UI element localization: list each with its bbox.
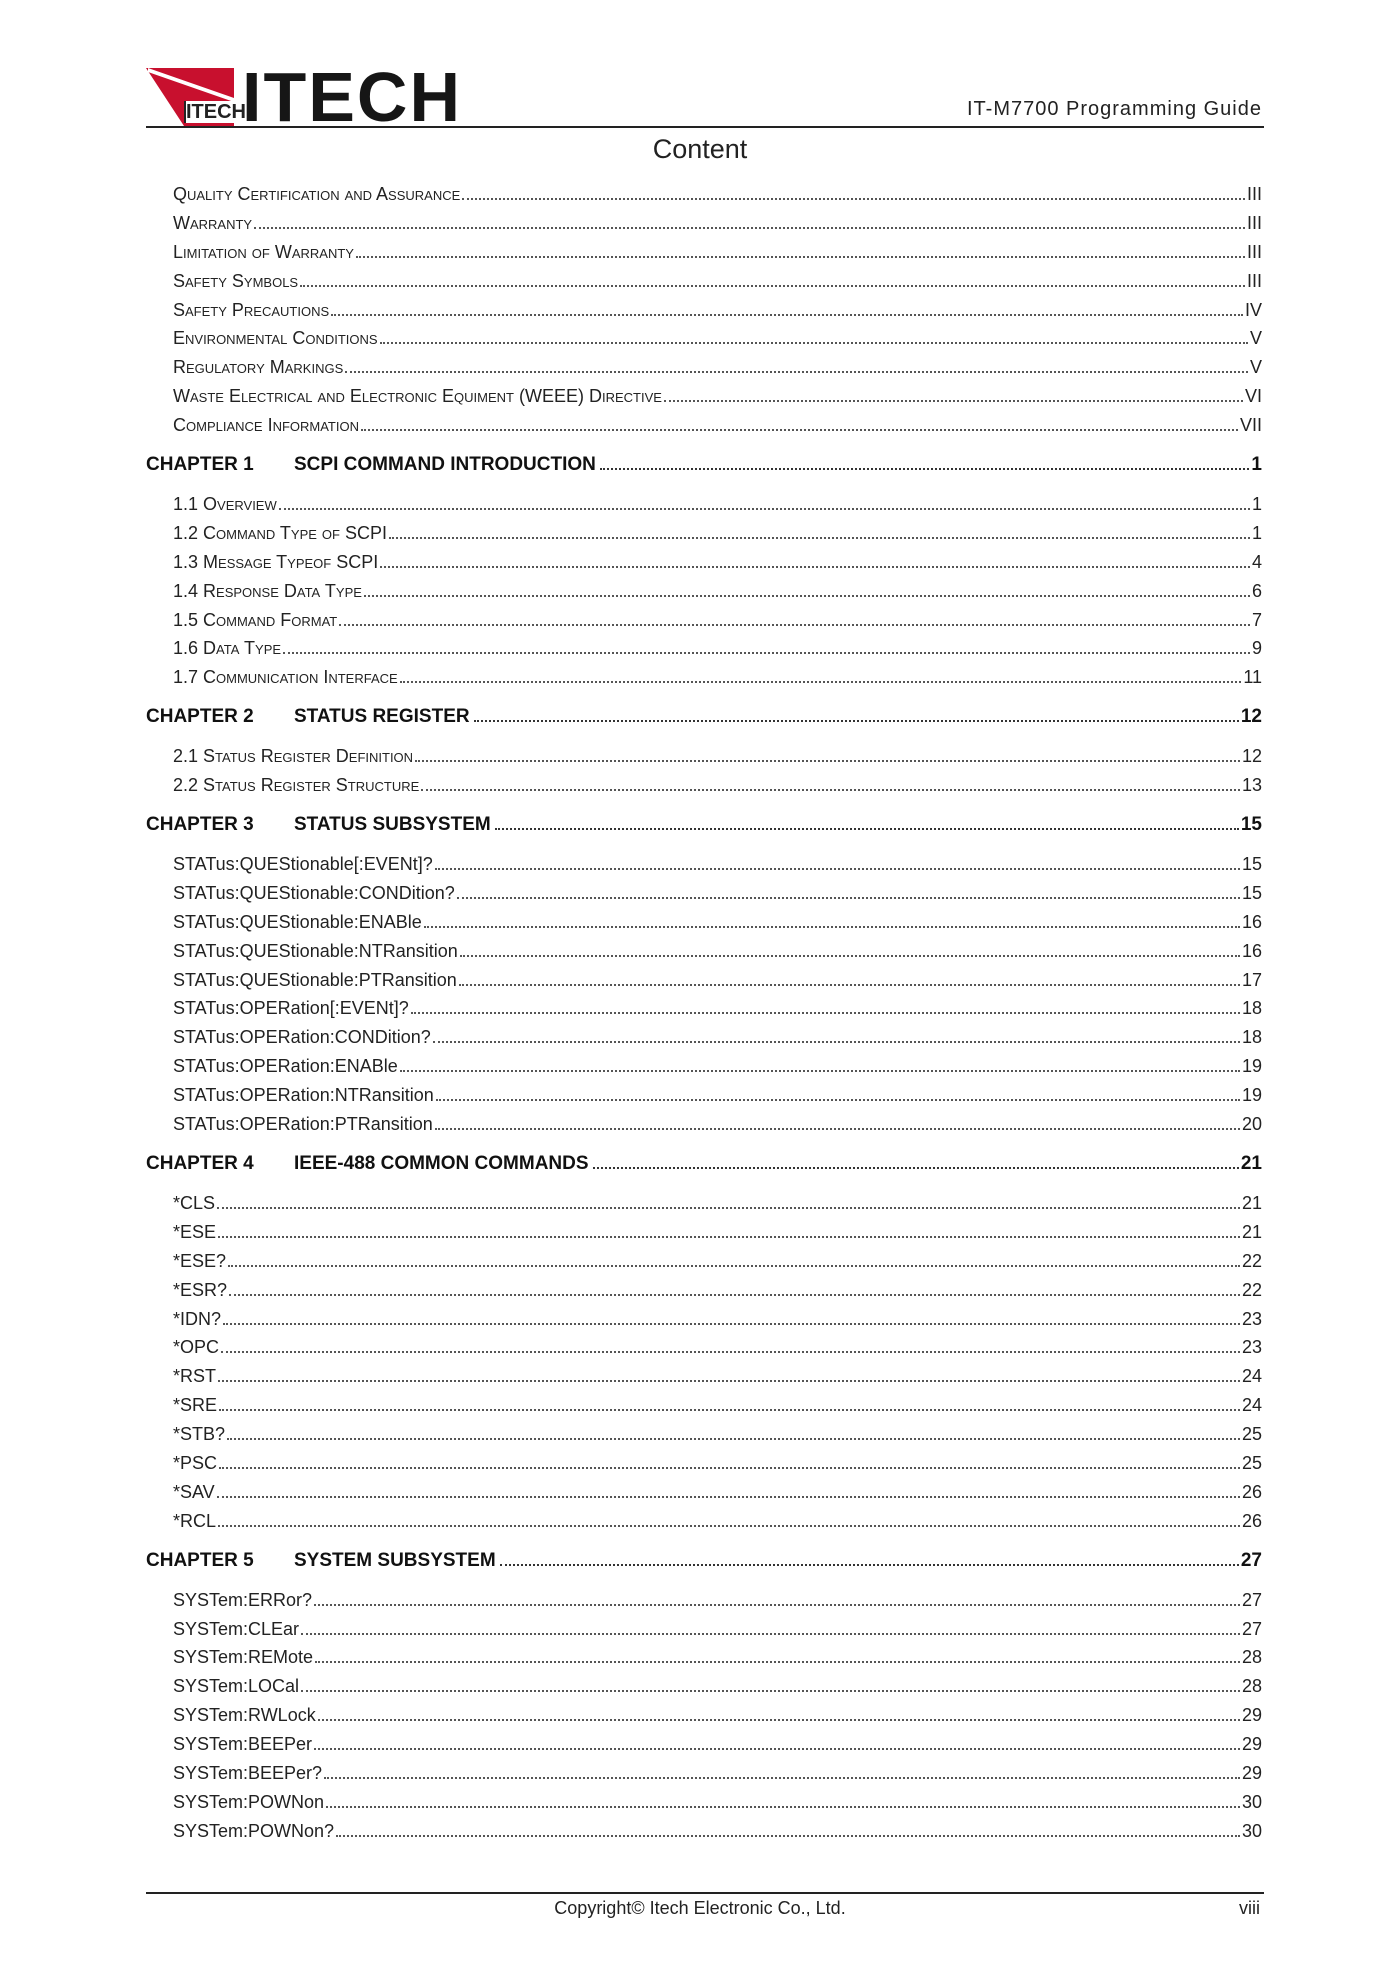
toc-entry-title: 1.2 Command Type of SCPI (173, 522, 387, 543)
dot-leader (229, 1294, 1240, 1296)
toc-entry[interactable] (146, 267, 1262, 296)
toc-entry-page: VI (1244, 386, 1262, 407)
dot-leader (217, 1496, 1240, 1498)
toc-entry-title: *ESE? (173, 1250, 227, 1271)
chapter-title: STATUS SUBSYSTEM (294, 814, 491, 836)
toc-entry-page: 18 (1241, 1027, 1262, 1048)
toc-entry-page: 25 (1241, 1452, 1262, 1473)
toc-entry-page: 28 (1241, 1647, 1262, 1668)
toc-entry[interactable] (146, 577, 1262, 606)
toc-entry-title: SYSTem:RWLock (173, 1705, 316, 1726)
toc-entry[interactable] (146, 1701, 1262, 1730)
toc-entry[interactable] (146, 1391, 1262, 1420)
toc-entry-title: 1.7 Communication Interface (173, 667, 398, 688)
toc-entry-title: *SAV (173, 1481, 215, 1502)
dot-leader (457, 897, 1240, 899)
dot-leader (219, 1409, 1240, 1411)
dot-leader (218, 1236, 1240, 1238)
toc-entry-page: 27 (1241, 1589, 1262, 1610)
dot-leader (415, 760, 1240, 762)
chapter-num: CHAPTER 3 (146, 814, 254, 836)
toc-entry-title: *STB? (173, 1424, 226, 1445)
chapter-entries (146, 742, 1262, 800)
chapter-title: IEEE-488 COMMON COMMANDS (294, 1152, 589, 1174)
toc-entry-page: 19 (1241, 1056, 1262, 1077)
toc-entry-page: 1 (1251, 494, 1262, 515)
toc-entry-page: 26 (1241, 1510, 1262, 1531)
toc-entry-page: 19 (1241, 1085, 1262, 1106)
chapter-num: CHAPTER 5 (146, 1549, 254, 1571)
chapter-entries (146, 1586, 1262, 1846)
toc-entry-title: SYSTem:POWNon (173, 1791, 325, 1812)
toc-entry-page: 21 (1241, 1221, 1262, 1242)
dot-leader (345, 371, 1248, 373)
toc-entry-title: STATus:QUEStionable:PTRansition (173, 969, 457, 990)
toc-entry[interactable] (146, 1586, 1262, 1615)
toc-entry[interactable] (146, 1817, 1262, 1846)
toc-entry-page: 16 (1241, 940, 1262, 961)
toc-entry-page: 24 (1241, 1366, 1262, 1387)
toc-entry[interactable] (146, 1218, 1262, 1247)
toc-entry[interactable] (146, 1247, 1262, 1276)
toc-entry-page: 6 (1251, 580, 1262, 601)
toc-entry-title: STATus:OPERation:PTRansition (173, 1114, 433, 1135)
dot-leader (459, 984, 1240, 986)
logo-wordmark: ITECH (242, 58, 462, 136)
toc-entry-page: VII (1239, 415, 1262, 436)
toc-entry-title: *RCL (173, 1510, 217, 1531)
toc-entry-title: STATus:OPERation:CONDition? (173, 1027, 431, 1048)
dot-leader (400, 681, 1242, 683)
toc-entry-title: STATus:QUEStionable[:EVENt]? (173, 854, 433, 875)
dot-leader (217, 1207, 1240, 1209)
toc-entry[interactable] (146, 606, 1262, 635)
chapter-entries (146, 850, 1262, 1139)
toc-entry-title: 1.5 Command Format (173, 609, 338, 630)
toc-entry-title: 1.3 Message Typeof SCPI (173, 551, 379, 572)
dot-leader (279, 508, 1250, 510)
chapter-num: CHAPTER 1 (146, 454, 254, 476)
dot-leader (315, 1661, 1240, 1663)
toc-entry-title: SYSTem:LOCal (173, 1676, 300, 1697)
dot-leader (301, 1690, 1240, 1692)
dot-leader (462, 198, 1245, 200)
dot-leader (314, 1604, 1240, 1606)
toc-entry[interactable] (146, 1730, 1262, 1759)
toc-entry-page: 29 (1241, 1762, 1262, 1783)
toc-entry-title: 1.6 Data Type (173, 638, 282, 659)
itech-logo (146, 58, 462, 136)
toc-entry-page: 26 (1241, 1481, 1262, 1502)
logo-badge-text: ITECH (186, 101, 246, 123)
toc-entry-page: IV (1244, 299, 1262, 320)
toc-entry[interactable] (146, 771, 1262, 800)
dot-leader (324, 1777, 1240, 1779)
chapter-heading[interactable] (146, 450, 1262, 480)
dot-leader (600, 468, 1250, 470)
dot-leader (218, 1380, 1240, 1382)
dot-leader (227, 1438, 1240, 1440)
page-number: viii (1239, 1898, 1260, 1918)
toc-entry-page: 9 (1251, 638, 1262, 659)
toc-entry[interactable] (146, 1023, 1262, 1052)
toc-entry-title: SYSTem:CLEar (173, 1618, 300, 1639)
copyright-notice: Copyright© Itech Electronic Co., Ltd. (554, 1898, 846, 1918)
toc-entry-page: 18 (1241, 998, 1262, 1019)
toc-entry-title: SYSTem:POWNon? (173, 1820, 335, 1841)
chapter-page: 15 (1240, 814, 1262, 836)
toc-entry-title: *CLS (173, 1192, 216, 1213)
chapter-heading[interactable] (146, 702, 1262, 732)
toc-entry-title: Safety Symbols (173, 270, 299, 291)
toc-entry-page: 12 (1241, 746, 1262, 767)
toc-entry-page: 13 (1241, 775, 1262, 796)
toc-entry-page: 15 (1241, 854, 1262, 875)
toc-entry-title: SYSTem:BEEPer (173, 1734, 313, 1755)
toc-entry-page: 27 (1241, 1618, 1262, 1639)
toc-entry-page: 28 (1241, 1676, 1262, 1697)
dot-leader (400, 1070, 1240, 1072)
toc-entry[interactable] (146, 1615, 1262, 1644)
toc-entry[interactable] (146, 1507, 1262, 1536)
toc-entry-page: 25 (1241, 1424, 1262, 1445)
toc-entry-page: 17 (1241, 969, 1262, 990)
toc-entry-title: 1.1 Overview (173, 494, 277, 515)
toc-entry[interactable] (146, 519, 1262, 548)
toc-entry-page: 15 (1241, 882, 1262, 903)
toc-entry-title: Warranty (173, 212, 253, 233)
chapter-title: SYSTEM SUBSYSTEM (294, 1549, 496, 1571)
page-title: Content (652, 134, 748, 164)
toc-entry-page: 29 (1241, 1705, 1262, 1726)
dot-leader (339, 624, 1250, 626)
dot-leader (300, 285, 1245, 287)
dot-leader (436, 1099, 1240, 1101)
dot-leader (500, 1564, 1239, 1566)
dot-leader (301, 1633, 1240, 1635)
toc-entry-title: STATus:OPERation[:EVENt]? (173, 998, 409, 1019)
chapter-heading[interactable] (146, 1149, 1262, 1179)
toc-entry[interactable] (146, 1189, 1262, 1218)
chapter-num: CHAPTER 4 (146, 1152, 254, 1174)
table-of-contents (146, 180, 1262, 1846)
toc-entry-page: V (1249, 328, 1262, 349)
dot-leader (219, 1467, 1240, 1469)
toc-entry-page: 11 (1243, 667, 1262, 688)
toc-entry-title: *PSC (173, 1452, 218, 1473)
toc-entry[interactable] (146, 1420, 1262, 1449)
dot-leader (474, 720, 1239, 722)
toc-entry-title: Compliance Information (173, 415, 359, 436)
dot-leader (421, 789, 1240, 791)
toc-entry[interactable] (146, 1759, 1262, 1788)
toc-entry-title: STATus:OPERation:ENABle (173, 1056, 398, 1077)
dot-leader (223, 1323, 1240, 1325)
toc-entry-page: 23 (1241, 1308, 1262, 1329)
header-divider (146, 126, 1264, 128)
toc-entry[interactable] (146, 180, 1262, 209)
toc-entry-page: 20 (1241, 1114, 1262, 1135)
dot-leader (331, 314, 1243, 316)
dot-leader (228, 1265, 1240, 1267)
chapter-page: 21 (1240, 1152, 1262, 1174)
toc-entry[interactable] (146, 548, 1262, 577)
toc-entry-page: 23 (1241, 1337, 1262, 1358)
dot-leader (314, 1748, 1240, 1750)
toc-entry[interactable] (146, 324, 1262, 353)
toc-entry-title: Safety Precautions (173, 299, 330, 320)
toc-entry[interactable] (146, 209, 1262, 238)
dot-leader (435, 868, 1240, 870)
toc-entry-title: Quality Certification and Assurance (173, 184, 461, 204)
dot-leader (593, 1167, 1239, 1169)
toc-entry[interactable] (146, 353, 1262, 382)
toc-entry-title: *RST (173, 1366, 217, 1387)
dot-leader (380, 566, 1250, 568)
toc-entry-title: *IDN? (173, 1308, 222, 1329)
dot-leader (364, 595, 1250, 597)
dot-leader (664, 400, 1243, 402)
toc-entry-page: 29 (1241, 1734, 1262, 1755)
dot-leader (433, 1041, 1240, 1043)
toc-entry[interactable] (146, 296, 1262, 325)
toc-entry[interactable] (146, 1788, 1262, 1817)
dot-leader (460, 955, 1240, 957)
toc-entry-title: SYSTem:BEEPer? (173, 1762, 323, 1783)
toc-entry-title: *OPC (173, 1337, 220, 1358)
toc-entry[interactable] (146, 411, 1262, 440)
dot-leader (424, 926, 1240, 928)
dot-leader (283, 652, 1250, 654)
toc-entry[interactable] (146, 1643, 1262, 1672)
toc-entry-title: Limitation of Warranty (173, 241, 354, 262)
toc-entry[interactable] (146, 1081, 1262, 1110)
toc-entry-page: 24 (1241, 1395, 1262, 1416)
toc-entry-title: STATus:QUEStionable:NTRansition (173, 940, 458, 961)
toc-entry-title: Regulatory Markings (173, 357, 344, 378)
toc-entry-page: III (1246, 212, 1262, 233)
toc-entry-title: 2.2 Status Register Structure (173, 775, 420, 796)
toc-entry-page: 7 (1251, 609, 1262, 630)
chapter-page: 1 (1251, 454, 1262, 476)
dot-leader (435, 1128, 1240, 1130)
toc-entry[interactable] (146, 663, 1262, 692)
toc-entry-title: STATus:QUEStionable:CONDition? (173, 882, 455, 903)
toc-entry[interactable] (146, 634, 1262, 663)
toc-entry[interactable] (146, 1110, 1262, 1139)
dot-leader (361, 429, 1238, 431)
toc-entry-title: Waste Electrical and Electronic Equiment (WEEE) Directive (173, 386, 662, 407)
toc-entry-page: 30 (1241, 1820, 1262, 1841)
toc-entry-page: 22 (1241, 1279, 1262, 1300)
toc-entry[interactable] (146, 850, 1262, 879)
toc-entry[interactable] (146, 1052, 1262, 1081)
chapter-heading[interactable] (146, 1546, 1262, 1576)
toc-entry-title: *ESE (173, 1221, 217, 1242)
toc-entry[interactable] (146, 879, 1262, 908)
dot-leader (221, 1351, 1240, 1353)
toc-entry-title: Environmental Conditions (173, 328, 378, 349)
dot-leader (411, 1012, 1240, 1014)
toc-entry[interactable] (146, 994, 1262, 1023)
dot-leader (318, 1719, 1240, 1721)
toc-entry-page: 1 (1251, 522, 1262, 543)
toc-entry[interactable] (146, 908, 1262, 937)
toc-entry-page: 4 (1251, 551, 1262, 572)
dot-leader (336, 1835, 1240, 1837)
toc-entry[interactable] (146, 1478, 1262, 1507)
toc-entry-page: III (1246, 241, 1262, 262)
dot-leader (254, 227, 1245, 229)
dot-leader (326, 1806, 1240, 1808)
toc-entry-page: 21 (1241, 1192, 1262, 1213)
dot-leader (495, 828, 1239, 830)
toc-entry-title: *SRE (173, 1395, 218, 1416)
toc-entry-title: *ESR? (173, 1279, 228, 1300)
toc-entry[interactable] (146, 238, 1262, 267)
dot-leader (218, 1525, 1240, 1527)
toc-entry-page: 22 (1241, 1250, 1262, 1271)
chapter-title: STATUS REGISTER (294, 706, 470, 728)
toc-entry[interactable] (146, 1276, 1262, 1305)
toc-entry[interactable] (146, 1333, 1262, 1362)
toc-entry-title: 2.1 Status Register Definition (173, 746, 414, 767)
guide-title: IT-M7700 Programming Guide (966, 98, 1262, 120)
toc-entry-page: III (1246, 270, 1262, 291)
toc-entry[interactable] (146, 382, 1262, 411)
dot-leader (389, 537, 1250, 539)
toc-entry-page: III (1246, 184, 1262, 204)
footer-divider (146, 1892, 1264, 1894)
toc-entry[interactable] (146, 1362, 1262, 1391)
toc-entry[interactable] (146, 966, 1262, 995)
toc-entry-title: SYSTem:ERRor? (173, 1589, 313, 1610)
toc-entry[interactable] (146, 742, 1262, 771)
front-matter-list (146, 180, 1262, 440)
toc-entry-title: STATus:OPERation:NTRansition (173, 1085, 434, 1106)
toc-entry-page: 16 (1241, 911, 1262, 932)
toc-entry[interactable] (146, 490, 1262, 519)
toc-entry[interactable] (146, 1305, 1262, 1334)
dot-leader (380, 342, 1248, 344)
chapter-page: 27 (1240, 1549, 1262, 1571)
toc-entry-page: 30 (1241, 1791, 1262, 1812)
toc-entry-page: V (1249, 357, 1262, 378)
toc-entry[interactable] (146, 1449, 1262, 1478)
toc-entry[interactable] (146, 1672, 1262, 1701)
toc-entry-title: SYSTem:REMote (173, 1647, 314, 1668)
toc-entry-title: STATus:QUEStionable:ENABle (173, 911, 422, 932)
toc-entry[interactable] (146, 937, 1262, 966)
dot-leader (356, 256, 1245, 258)
chapter-entries (146, 1189, 1262, 1536)
chapter-title: SCPI COMMAND INTRODUCTION (294, 454, 596, 476)
chapter-entries (146, 490, 1262, 692)
chapter-heading[interactable] (146, 810, 1262, 840)
chapter-num: CHAPTER 2 (146, 706, 254, 728)
chapter-page: 12 (1240, 706, 1262, 728)
toc-entry-title: 1.4 Response Data Type (173, 580, 362, 601)
